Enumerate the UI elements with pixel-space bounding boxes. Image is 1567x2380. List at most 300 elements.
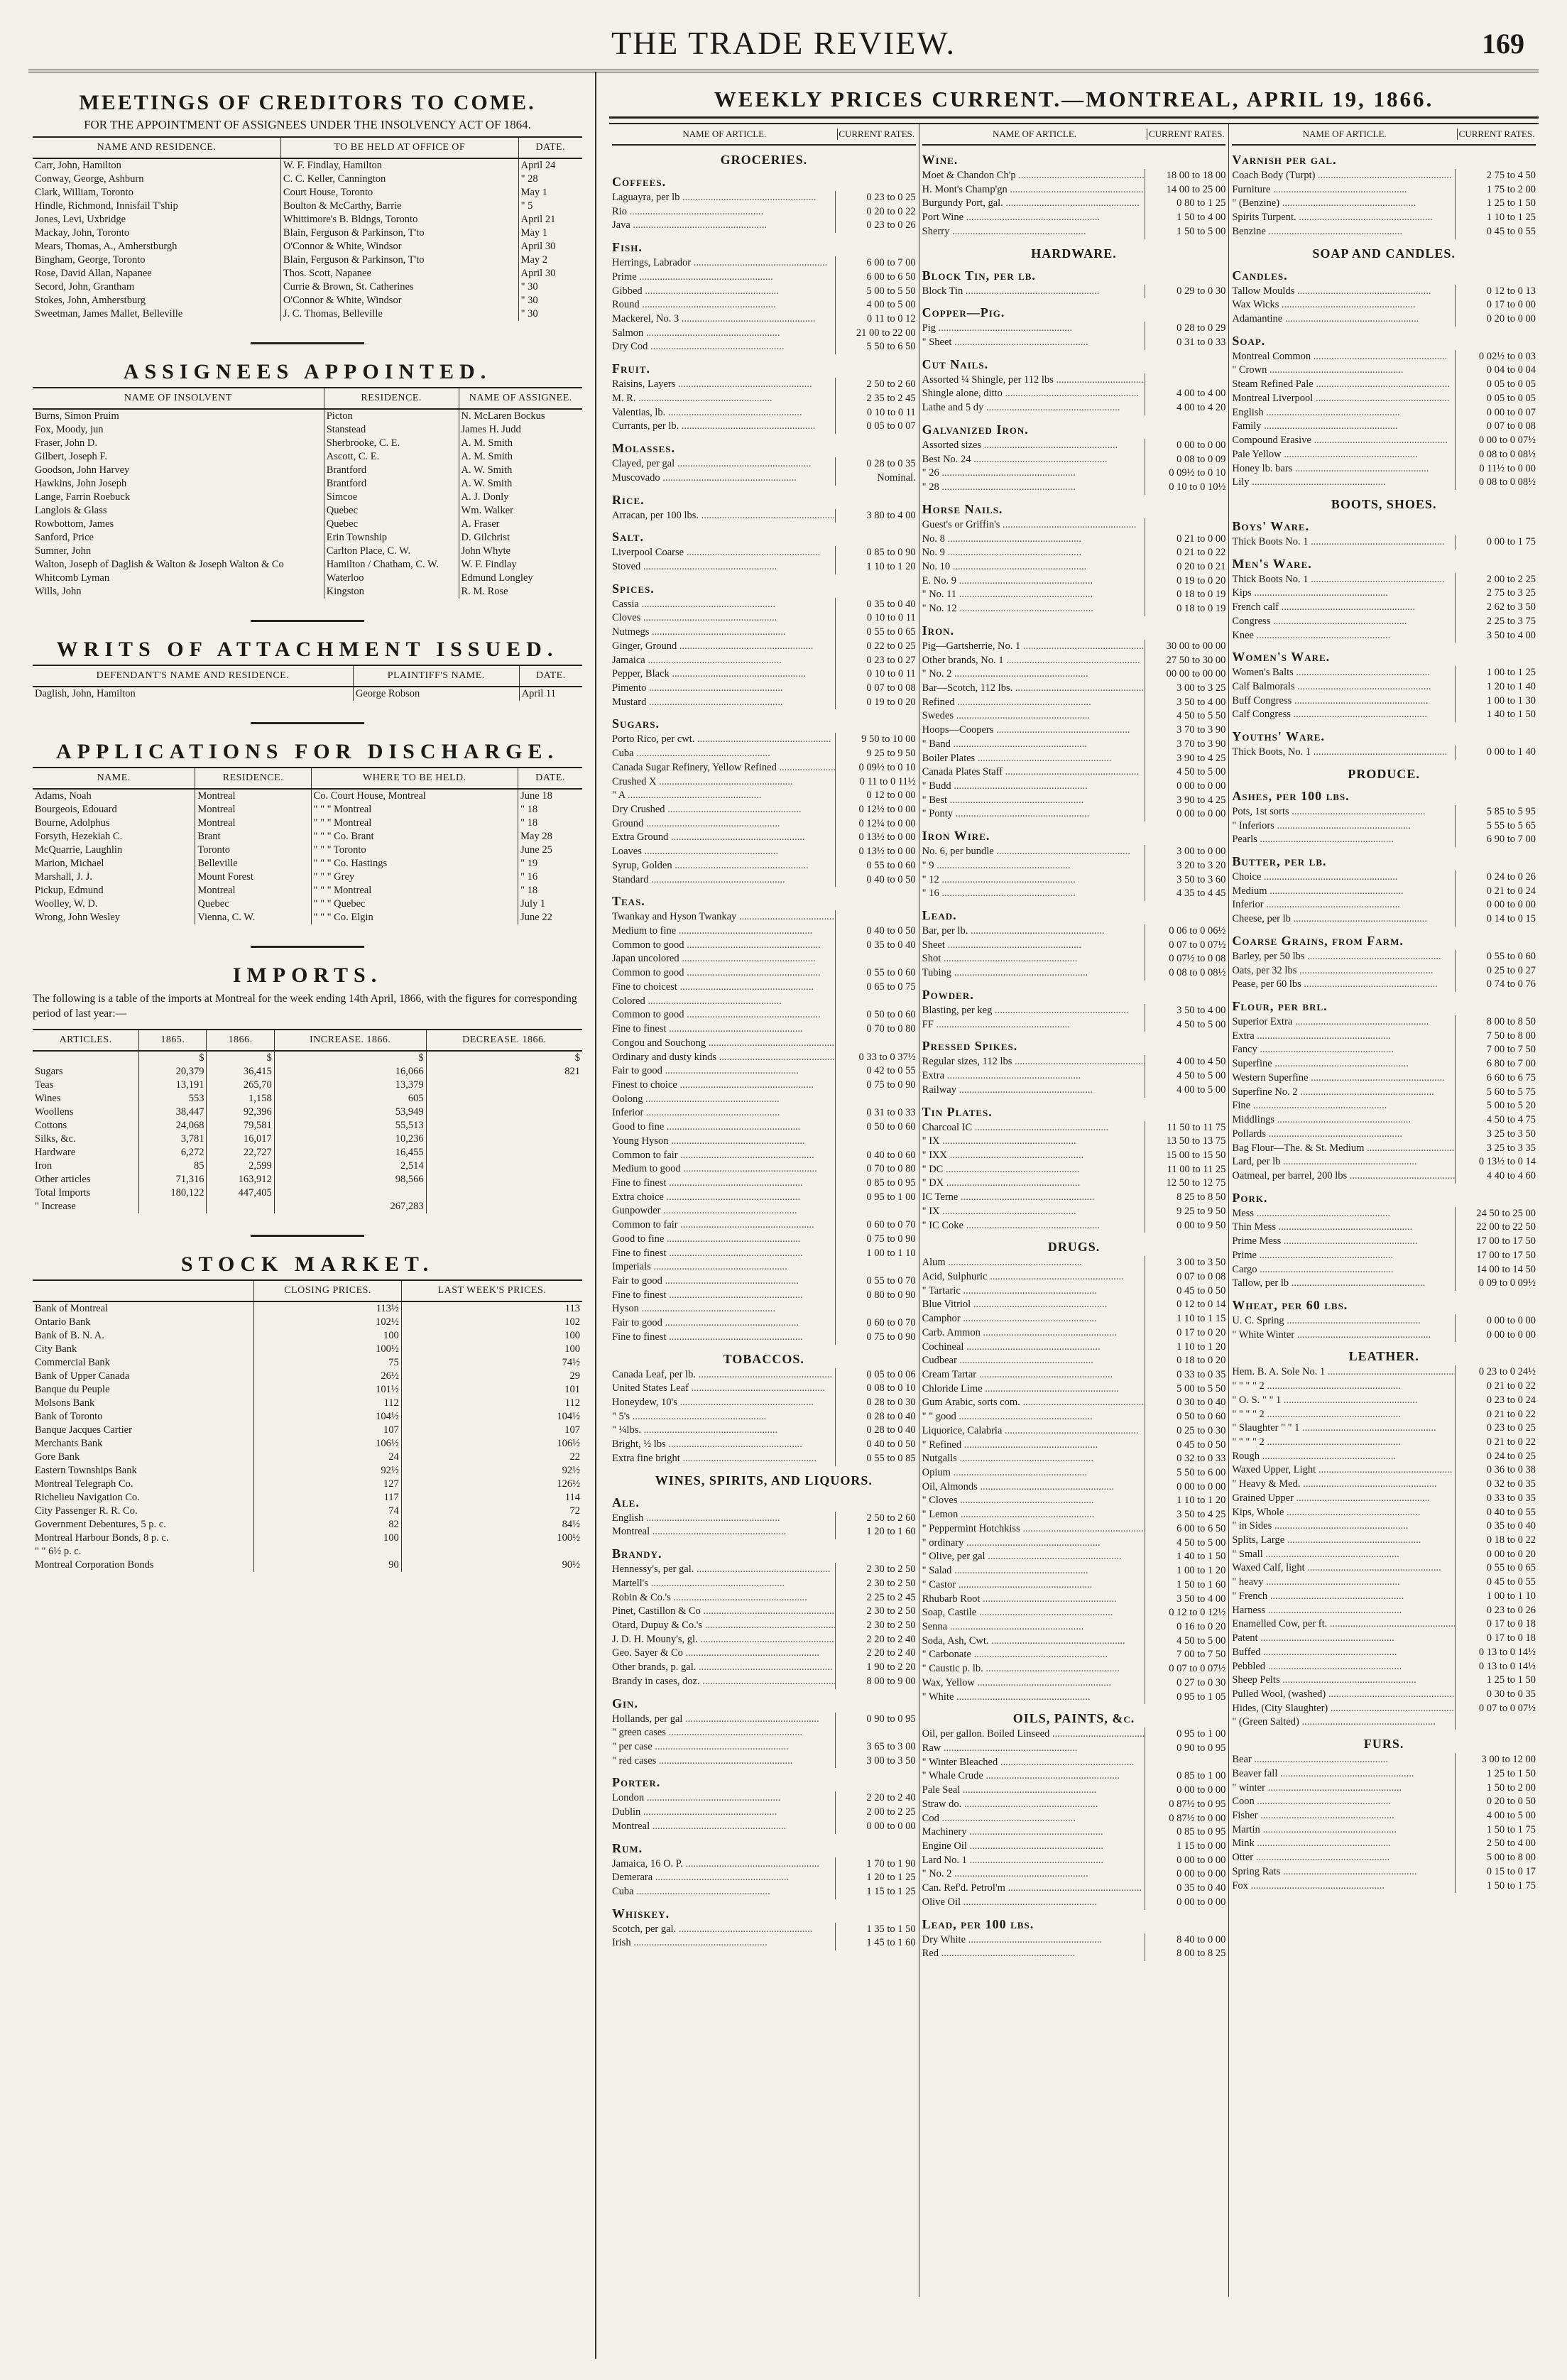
article-name: " 26 ..... xyxy=(922,466,1145,481)
price-item xyxy=(1232,1674,1536,1688)
price-item xyxy=(612,873,916,888)
price-item xyxy=(922,197,1226,211)
table-row xyxy=(33,1065,582,1079)
table-row xyxy=(33,307,582,321)
price-item xyxy=(922,588,1226,602)
article-name: No. 8 ..... xyxy=(922,533,1145,547)
table-cell: 104½ xyxy=(254,1410,401,1424)
price-item xyxy=(612,1120,916,1135)
article-name: English ..... xyxy=(612,1512,835,1526)
article-rate xyxy=(1145,1756,1225,1770)
column-header: LAST WEEK'S PRICES. xyxy=(401,1280,582,1301)
article-rate: 0 17 to 0 00 xyxy=(1455,298,1536,312)
table-cell: " " " Montreal xyxy=(311,817,518,830)
price-item xyxy=(612,191,916,205)
article-name: Furniture ..... xyxy=(1232,183,1455,197)
price-item xyxy=(1232,1604,1536,1618)
article-name: Jamaica, 16 O. P. ..... xyxy=(612,1857,835,1872)
article-rate: 4 00 to 4 20 xyxy=(1145,401,1225,415)
price-item xyxy=(922,1191,1226,1205)
price-item xyxy=(612,1218,916,1233)
article-rate: 0 35 to 0 40 xyxy=(835,598,916,612)
article-name: Lathe and 5 dy ..... xyxy=(922,401,1145,415)
article-name: " Peppermint Hotchkiss ..... xyxy=(922,1522,1145,1536)
price-category: Youths' Ware. xyxy=(1232,729,1325,744)
article-rate: 0 20 to 0 21 xyxy=(1145,560,1225,574)
price-item xyxy=(922,859,1226,873)
price-item xyxy=(1232,1519,1536,1534)
article-rate: 8 00 to 8 50 xyxy=(1455,1015,1536,1030)
table-cell: 92½ xyxy=(254,1464,401,1478)
table-cell: Hawkins, John Joseph xyxy=(33,477,324,491)
table-row xyxy=(33,558,582,572)
price-category: Butter, per lb. xyxy=(1232,854,1327,868)
price-item xyxy=(922,211,1226,225)
price-item xyxy=(1232,950,1536,964)
table-cell: A. W. Smith xyxy=(461,464,513,476)
article-name: Rough ..... xyxy=(1232,1450,1455,1464)
article-name: Superior Extra ..... xyxy=(1232,1015,1455,1030)
table-cell: Brant xyxy=(195,830,311,844)
price-category: Powder. xyxy=(922,987,974,1002)
table-row xyxy=(33,1119,582,1132)
article-name: " Olive, per gal ..... xyxy=(922,1550,1145,1564)
table-row xyxy=(33,1410,582,1424)
article-rate: 2 00 to 2 25 xyxy=(1455,573,1536,587)
article-name: Valentias, lb. ..... xyxy=(612,406,835,420)
article-name: " DX ..... xyxy=(922,1177,1145,1191)
article-rate: 0 14 to 0 15 xyxy=(1455,912,1536,927)
price-item xyxy=(922,322,1226,336)
table-cell: Whittimore's B. Bldngs, Toronto xyxy=(280,213,518,226)
price-item xyxy=(1232,225,1536,239)
article-rate: 1 45 to 1 60 xyxy=(835,1936,916,1950)
article-rate: 5 50 to 6 00 xyxy=(1145,1466,1225,1480)
table-cell: Bank of Upper Canada xyxy=(33,1370,254,1383)
table-cell: City Bank xyxy=(33,1343,254,1356)
article-rate: 0 30 to 0 35 xyxy=(1455,1688,1536,1702)
article-name: Good to fine ..... xyxy=(612,1233,835,1247)
price-item xyxy=(612,640,916,654)
article-rate: 0 45 to 0 55 xyxy=(1455,225,1536,239)
price-item xyxy=(1232,1879,1536,1894)
article-rate: 2 75 to 4 50 xyxy=(1455,169,1536,183)
article-rate: 0 08 to 0 08½ xyxy=(1145,966,1225,981)
article-rate: 0 55 to 0 60 xyxy=(835,966,916,981)
price-item xyxy=(612,219,916,233)
price-item xyxy=(922,225,1226,239)
article-rate: 0 23 to 0 24½ xyxy=(1455,1365,1536,1380)
article-name: Buff Congress ..... xyxy=(1232,694,1455,709)
article-name: Soda, Ash, Cwt. ..... xyxy=(922,1634,1145,1649)
table-row xyxy=(33,1518,582,1532)
price-item xyxy=(1232,1781,1536,1796)
table-cell: Currie & Brown, St. Catherines xyxy=(280,280,518,294)
price-item xyxy=(922,939,1226,953)
article-rate: 3 80 to 4 00 xyxy=(835,509,916,523)
article-rate: 6 00 to 7 00 xyxy=(835,256,916,271)
article-name: Other brands, No. 1 ..... xyxy=(922,654,1145,668)
price-item xyxy=(1232,1865,1536,1879)
price-item xyxy=(612,966,916,981)
table-cell: Other articles xyxy=(33,1173,139,1186)
article-name: Twankay and Hyson Twankay ..... xyxy=(612,910,835,924)
article-rate: 0 22 to 0 25 xyxy=(835,640,916,654)
table-cell: 53,949 xyxy=(274,1106,426,1119)
table-cell: April 11 xyxy=(521,688,556,699)
article-rate: 1 15 to 1 25 xyxy=(835,1885,916,1899)
price-item xyxy=(922,724,1226,738)
price-item xyxy=(922,1784,1226,1798)
article-name: " Inferiors ..... xyxy=(1232,819,1455,834)
table-cell: Sumner, John xyxy=(33,545,324,558)
price-item xyxy=(922,966,1226,981)
table-row xyxy=(33,1132,582,1146)
price-item xyxy=(922,481,1226,495)
table-cell: Picton xyxy=(324,409,459,423)
price-item xyxy=(612,1713,916,1727)
price-item xyxy=(1232,1450,1536,1464)
price-item xyxy=(922,1004,1226,1018)
article-rate: 0 11½ to 0 00 xyxy=(1455,462,1536,476)
price-item xyxy=(1232,1823,1536,1838)
article-rate xyxy=(835,1302,916,1316)
table-row xyxy=(33,1545,582,1559)
table-cell: 3,781 xyxy=(139,1132,207,1146)
article-name: Lily ..... xyxy=(1232,476,1455,490)
table-cell: 100½ xyxy=(557,1532,580,1544)
article-rate: 3 50 to 4 00 xyxy=(1455,629,1536,643)
table-cell: 113 xyxy=(564,1302,580,1314)
article-rate xyxy=(835,952,916,966)
table-row xyxy=(33,830,582,844)
price-category: Horse Nails. xyxy=(922,501,1003,516)
column-header: RESIDENCE. xyxy=(324,388,459,409)
price-category: OILS, PAINTS, &c. xyxy=(1012,1711,1135,1726)
price-item xyxy=(1232,298,1536,312)
price-item xyxy=(1232,1155,1536,1169)
table-cell: 117 xyxy=(254,1491,401,1505)
article-name: Harness ..... xyxy=(1232,1604,1455,1618)
table-row xyxy=(33,870,582,884)
article-rate: 3 00 to 3 25 xyxy=(1145,682,1225,696)
article-rate: 0 07 to 0 08 xyxy=(1145,1270,1225,1284)
price-item xyxy=(612,1605,916,1619)
price-item xyxy=(612,1857,916,1872)
article-rate: 3 50 to 3 60 xyxy=(1145,873,1225,888)
article-name: " ordinary ..... xyxy=(922,1536,1145,1551)
article-name: " Caustic p. lb. ..... xyxy=(922,1662,1145,1676)
table-cell: A. Fraser xyxy=(461,518,500,530)
article-rate: 0 18 to 0 19 xyxy=(1145,602,1225,616)
article-rate: 0 07 to 0 07½ xyxy=(1145,1662,1225,1676)
article-rate: 1 50 to 1 75 xyxy=(1455,1823,1536,1838)
price-item xyxy=(922,1083,1226,1098)
price-item xyxy=(922,285,1226,299)
article-name: Hollands, per gal ..... xyxy=(612,1713,835,1727)
article-name: U. C. Spring ..... xyxy=(1232,1314,1455,1328)
article-name: Dry Cod ..... xyxy=(612,340,835,354)
price-item xyxy=(612,271,916,285)
table-cell: O'Connor & White, Windsor xyxy=(280,240,518,253)
article-name: Bag Flour—The. & St. Medium ..... xyxy=(1232,1142,1455,1156)
prices-column-header xyxy=(1232,124,1536,146)
table-cell: April 24 xyxy=(520,160,556,171)
article-name: " green cases ..... xyxy=(612,1726,835,1740)
price-item xyxy=(922,1593,1226,1607)
article-rate: 0 21 to 0 22 xyxy=(1455,1408,1536,1422)
article-name: Hem. B. A. Sole No. 1 ..... xyxy=(1232,1365,1455,1380)
table-cell: 265,70 xyxy=(207,1079,274,1092)
table-cell: Toronto xyxy=(195,844,311,857)
table-row xyxy=(33,1370,582,1383)
table-cell xyxy=(401,1545,582,1559)
article-rate: 0 19 to 0 20 xyxy=(1145,574,1225,589)
column-header: DATE. xyxy=(518,137,582,158)
article-rate: 0 10 to 0 11 xyxy=(835,611,916,626)
article-rate: 0 13½ to 0 00 xyxy=(835,845,916,859)
price-item xyxy=(922,1550,1226,1564)
article-name: Laguayra, per lb ..... xyxy=(612,191,835,205)
table-row xyxy=(33,1356,582,1370)
table-cell: 84½ xyxy=(562,1518,580,1530)
article-name: Prime ..... xyxy=(612,271,835,285)
article-rate: 1 10 to 1 15 xyxy=(1145,1312,1225,1326)
table-row xyxy=(33,253,582,267)
article-name: Common to good ..... xyxy=(612,1008,835,1022)
table-cell: Ascott, C. E. xyxy=(324,450,459,464)
article-rate: 3 00 to 0 00 xyxy=(1145,845,1225,859)
unit-cell: $ xyxy=(274,1051,426,1065)
article-name: Regular sizes, 112 lbs ..... xyxy=(922,1055,1145,1069)
table-cell: 20,379 xyxy=(139,1065,207,1079)
table-cell: 114 xyxy=(564,1491,580,1503)
price-item xyxy=(1232,1809,1536,1823)
article-rate: 4 00 to 4 00 xyxy=(1145,387,1225,401)
price-item xyxy=(922,696,1226,710)
article-rate: 0 07 to 0 08 xyxy=(1455,420,1536,434)
article-rate: 9 50 to 10 00 xyxy=(835,733,916,747)
price-item xyxy=(1232,629,1536,643)
price-category: Ale. xyxy=(612,1495,640,1510)
article-name: Scotch, per gal. ..... xyxy=(612,1923,835,1937)
article-rate: 0 87½ to 0 95 xyxy=(1145,1798,1225,1812)
article-name: Western Superfine ..... xyxy=(1232,1071,1455,1086)
article-rate: 0 85 to 0 95 xyxy=(1145,1825,1225,1840)
article-rate: 0 40 to 0 55 xyxy=(1455,1506,1536,1520)
article-rate: 1 10 to 1 20 xyxy=(1145,1341,1225,1355)
column-header: DECREASE. 1866. xyxy=(426,1030,582,1051)
article-name: Gibbed ..... xyxy=(612,285,835,299)
article-name: " ¼lbs. ..... xyxy=(612,1424,835,1438)
article-rate: 0 00 to 0 07 xyxy=(1455,406,1536,420)
article-name: Fine to finest ..... xyxy=(612,1247,835,1261)
article-name: Fair to good ..... xyxy=(612,1274,835,1289)
article-name: Porto Rico, per cwt. ..... xyxy=(612,733,835,747)
article-name: IC Terne ..... xyxy=(922,1191,1145,1205)
price-item xyxy=(922,765,1226,780)
price-item xyxy=(1232,708,1536,722)
table-cell: 107 xyxy=(254,1424,401,1437)
table-cell: Carr, John, Hamilton xyxy=(33,158,280,173)
article-rate: 1 00 to 1 30 xyxy=(1455,694,1536,709)
price-item xyxy=(612,1577,916,1591)
table-cell: 16,066 xyxy=(274,1065,426,1079)
table-cell: Rowbottom, James xyxy=(33,518,324,531)
article-rate: 0 30 to 0 40 xyxy=(1145,1396,1225,1410)
article-name: Rhubarb Root ..... xyxy=(922,1593,1145,1607)
price-item xyxy=(1232,535,1536,550)
article-rate: 2 25 to 3 75 xyxy=(1455,615,1536,629)
column-header: 1866. xyxy=(207,1030,274,1051)
article-rate xyxy=(835,995,916,1009)
price-item xyxy=(612,509,916,523)
article-rate: 8 25 to 8 50 xyxy=(1145,1191,1225,1205)
article-rate: 1 00 to 1 20 xyxy=(1145,1564,1225,1578)
article-name: Olive Oil ..... xyxy=(922,1896,1145,1910)
article-header: NAME OF ARTICLE. xyxy=(682,129,767,139)
table-cell xyxy=(426,1146,582,1159)
price-item xyxy=(1232,1837,1536,1851)
price-item xyxy=(612,1022,916,1037)
article-name: Pig—Gartsherrie, No. 1 ..... xyxy=(922,640,1145,654)
table-cell: 113½ xyxy=(254,1301,401,1316)
price-item xyxy=(1232,1169,1536,1184)
article-rate: 0 95 to 1 00 xyxy=(835,1191,916,1205)
article-name: Round ..... xyxy=(612,298,835,312)
article-rate: 0 12 to 0 12½ xyxy=(1145,1606,1225,1620)
article-rate: 4 50 to 5 00 xyxy=(1145,1536,1225,1551)
price-item xyxy=(1232,1113,1536,1128)
price-category: TOBACCOS. xyxy=(723,1351,804,1366)
table-cell: April 30 xyxy=(520,268,556,279)
column-header: RESIDENCE. xyxy=(195,768,311,789)
article-name: " Crown ..... xyxy=(1232,364,1455,378)
right-column xyxy=(596,72,1539,2359)
article-rate: 0 24 to 0 25 xyxy=(1455,1450,1536,1464)
column-header: DATE. xyxy=(519,665,582,687)
article-name: " (Green Salted) ..... xyxy=(1232,1715,1455,1730)
price-item xyxy=(1232,1478,1536,1492)
price-item xyxy=(1232,885,1536,899)
table-cell: 100½ xyxy=(254,1343,401,1356)
totals-row xyxy=(33,1186,582,1200)
price-item xyxy=(922,1494,1226,1508)
price-item xyxy=(612,1591,916,1605)
article-name: Grained Upper ..... xyxy=(1232,1492,1455,1506)
article-name: Ground ..... xyxy=(612,817,835,831)
prices-current-grid xyxy=(609,123,1539,2297)
article-name: Pebbled ..... xyxy=(1232,1660,1455,1674)
article-name: Choice ..... xyxy=(1232,870,1455,885)
article-name: " IX ..... xyxy=(922,1135,1145,1149)
article-rate: 0 87½ to 0 00 xyxy=(1145,1812,1225,1826)
article-rate: 0 07 to 0 08 xyxy=(835,682,916,696)
article-rate: 3 25 to 3 35 xyxy=(1455,1142,1536,1156)
article-rate: 0 74 to 0 76 xyxy=(1455,978,1536,992)
price-item xyxy=(612,1149,916,1163)
article-name: Pulled Wool, (washed) ..... xyxy=(1232,1688,1455,1702)
article-name: Prime Mess ..... xyxy=(1232,1235,1455,1249)
article-name: Crushed X ..... xyxy=(612,775,835,790)
price-item xyxy=(922,873,1226,888)
price-item xyxy=(612,696,916,710)
article-rate: 0 05 to 0 07 xyxy=(835,420,916,434)
table-cell: " " " Co. Elgin xyxy=(311,911,518,924)
article-rate: 4 35 to 4 45 xyxy=(1145,887,1225,901)
article-rate: 0 23 to 0 26 xyxy=(1455,1604,1536,1618)
table-cell: Mackay, John, Toronto xyxy=(33,226,280,240)
assignees-title: ASSIGNEES APPOINTED. xyxy=(123,360,492,383)
article-name: " " " " 2 ..... xyxy=(1232,1408,1455,1422)
price-item xyxy=(1232,1030,1536,1044)
price-item xyxy=(922,1163,1226,1177)
price-item xyxy=(922,1018,1226,1032)
price-item xyxy=(1232,1421,1536,1436)
article-rate: 2 30 to 2 50 xyxy=(835,1577,916,1591)
article-rate: 0 05 to 0 05 xyxy=(1455,378,1536,392)
article-rate: 1 00 to 1 10 xyxy=(835,1247,916,1261)
article-name: Congress ..... xyxy=(1232,615,1455,629)
price-item xyxy=(922,574,1226,589)
article-name: " Refined ..... xyxy=(922,1439,1145,1453)
article-rate: 0 18 to 0 20 xyxy=(1145,1354,1225,1368)
article-name: Ordinary and dusty kinds ..... xyxy=(612,1051,835,1065)
price-item xyxy=(1232,898,1536,912)
price-item xyxy=(1232,1328,1536,1343)
article-name: Honeydew, 10's ..... xyxy=(612,1396,835,1410)
article-rate: 0 28 to 0 29 xyxy=(1145,322,1225,336)
article-name: Irish ..... xyxy=(612,1936,835,1950)
article-name: Montreal Liverpool ..... xyxy=(1232,392,1455,406)
article-rate: 00 00 to 00 00 xyxy=(1145,667,1225,682)
price-item xyxy=(1232,1753,1536,1767)
article-name: Canada Sugar Refinery, Yellow Refined ..... xyxy=(612,761,835,775)
table-cell: Montreal Corporation Bonds xyxy=(33,1559,254,1572)
price-category: Rum. xyxy=(612,1840,643,1855)
article-name: Martell's ..... xyxy=(612,1577,835,1591)
article-rate: 2 20 to 2 40 xyxy=(835,1647,916,1661)
article-name: Cassia ..... xyxy=(612,598,835,612)
article-name: Thick Boots No. 1 ..... xyxy=(1232,573,1455,587)
table-cell: 55,513 xyxy=(274,1119,426,1132)
article-name: Medium to fine ..... xyxy=(612,924,835,939)
price-item xyxy=(612,1740,916,1754)
article-name: Cargo ..... xyxy=(1232,1263,1455,1277)
article-rate: 0 23 to 0 25 xyxy=(835,191,916,205)
article-rate: 0 95 to 1 00 xyxy=(1145,1727,1225,1742)
table-row xyxy=(33,409,582,423)
column-header xyxy=(33,1280,254,1301)
article-rate: 8 00 to 9 00 xyxy=(835,1675,916,1689)
article-name: " Sheet ..... xyxy=(922,336,1145,350)
price-item xyxy=(922,1742,1226,1756)
price-item xyxy=(922,1812,1226,1826)
article-name: Salmon ..... xyxy=(612,327,835,341)
price-item xyxy=(1232,615,1536,629)
article-rate: 0 00 to 0 00 xyxy=(1145,1480,1225,1495)
table-row xyxy=(33,280,582,294)
article-name: Barley, per 50 lbs ..... xyxy=(1232,950,1455,964)
article-name: Extra ..... xyxy=(922,1069,1145,1083)
price-item xyxy=(922,1756,1226,1770)
price-item xyxy=(1232,1702,1536,1716)
article-rate: 22 00 to 22 50 xyxy=(1455,1221,1536,1235)
price-category: Lead, per 100 lbs. xyxy=(922,1916,1034,1931)
article-name: Extra ..... xyxy=(1232,1030,1455,1044)
article-name: " Ponty ..... xyxy=(922,807,1145,821)
table-row xyxy=(33,1397,582,1410)
